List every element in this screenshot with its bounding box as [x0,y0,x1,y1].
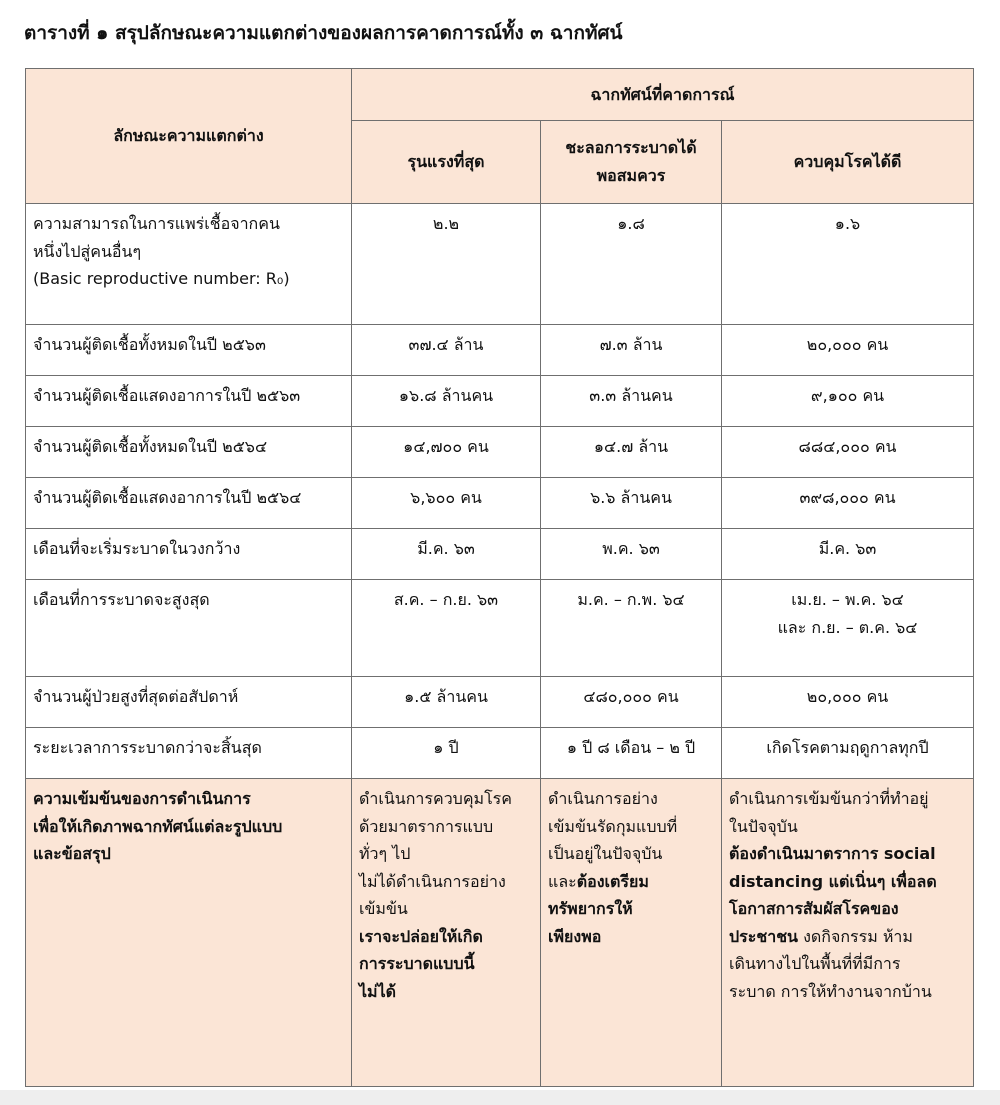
cell-slowed: ๗.๓ ล้าน [541,325,722,376]
cell-controlled: ๑.๖ [722,204,974,325]
row-label-line: (Basic reproductive number: R₀) [33,269,290,289]
cell-slowed: ๖.๖ ล้านคน [541,478,722,529]
cell-text: และ [548,871,577,891]
row-label [26,204,352,325]
cell-controlled: เกิดโรคตามฤดูกาลทุกปี [722,728,974,779]
cell-line: ทั่วๆ ไป [359,844,411,864]
cell-controlled [722,580,974,677]
cell-severe: ๑ ปี [352,728,541,779]
cell-severe: ส.ค. – ก.ย. ๖๓ [352,580,541,677]
cell-line: เม.ย. – พ.ค. ๖๔ [791,590,904,609]
cell-line-bold: ต้องดำเนินมาตราการ social [729,844,936,864]
header-scenario-severe: รุนแรงที่สุด [352,121,541,204]
cell-severe: ๑๔,๗๐๐ คน [352,427,541,478]
cell-line: ด้วยมาตราการแบบ [359,816,494,836]
table-row-conclusion [26,779,974,1087]
table-row [26,204,974,325]
cell-line-bold: distancing แต่เนิ่นๆ เพื่อลด [729,871,937,891]
row-label: เดือนที่จะเริ่มระบาดในวงกว้าง [26,529,352,580]
cell-line: เดินทางไปในพื้นที่ที่มีการ [729,954,901,974]
header-scenarios-group: ฉากทัศน์ที่คาดการณ์ [352,69,974,121]
table-row [26,677,974,728]
table-row [26,529,974,580]
table-row [26,728,974,779]
conclusion-label-line: และข้อสรุป [33,844,111,864]
cell-text-bold: ต้องเตรียม [576,871,649,891]
cell-severe: มี.ค. ๖๓ [352,529,541,580]
table-row [26,580,974,677]
cell-controlled: ๒๐,๐๐๐ คน [722,325,974,376]
cell-controlled: ๒๐,๐๐๐ คน [722,677,974,728]
table-row [26,325,974,376]
cell-line: ดำเนินการอย่าง [548,789,658,808]
conclusion-severe [352,779,541,1087]
cell-controlled: ๙,๑๐๐ คน [722,376,974,427]
conclusion-label-line: ความเข้มข้นของการดำเนินการ [33,789,251,808]
cell-line: ดำเนินการควบคุมโรค [359,789,512,808]
cell-slowed: พ.ค. ๖๓ [541,529,722,580]
row-label-line: หนึ่งไปสู่คนอื่นๆ [33,241,142,261]
row-label: จำนวนผู้ติดเชื้อทั้งหมดในปี ๒๕๖๓ [26,325,352,376]
cell-line-bold: เราจะปล่อยให้เกิด [359,926,483,946]
cell-line-bold: ไม่ได้ [359,981,397,1001]
table-caption: ตารางที่ ๑ สรุปลักษณะความแตกต่างของผลการคาดการณ์ทั้ง ๓ ฉากทัศน์ [24,22,623,44]
row-label: ระยะเวลาการระบาดกว่าจะสิ้นสุด [26,728,352,779]
cell-line: และ ก.ย. – ต.ค. ๖๔ [777,617,918,637]
cell-slowed: ๓.๓ ล้านคน [541,376,722,427]
cell-severe: ๑.๕ ล้านคน [352,677,541,728]
cell-slowed: ๑.๘ [541,204,722,325]
cell-line [729,923,966,951]
row-label: จำนวนผู้ติดเชื้อแสดงอาการในปี ๒๕๖๓ [26,376,352,427]
cell-slowed: ม.ค. – ก.พ. ๖๔ [541,580,722,677]
cell-line: ไม่ได้ดำเนินการอย่าง [359,871,506,891]
cell-text-bold: ประชาชน [729,926,798,946]
cell-severe: ๖,๖๐๐ คน [352,478,541,529]
header-scenario-slowed-line1: ชะลอการระบาดได้ [565,138,697,158]
cell-slowed: ๔๘๐,๐๐๐ คน [541,677,722,728]
header-scenario-slowed [541,121,722,204]
row-label: จำนวนผู้ติดเชื้อแสดงอาการในปี ๒๕๖๔ [26,478,352,529]
conclusion-label [26,779,352,1087]
row-label: จำนวนผู้ติดเชื้อทั้งหมดในปี ๒๕๖๔ [26,427,352,478]
row-label-line: ความสามารถในการแพร่เชื้อจากคน [33,214,280,233]
cell-line: ระบาด การให้ทำงานจากบ้าน [729,981,932,1001]
cell-text: งดกิจกรรม ห้าม [797,926,913,946]
cell-line: เข้มข้น [359,899,408,919]
cell-line-bold: เพียงพอ [548,926,602,946]
cell-severe: ๒.๒ [352,204,541,325]
cell-line: เข้มข้นรัดกุมแบบที่ [548,816,678,836]
cell-line-bold: การระบาดแบบนี้ [359,954,475,974]
cell-line: ดำเนินการเข้มข้นกว่าที่ทำอยู่ [729,789,929,808]
header-scenario-slowed-line2: พอสมควร [596,166,666,185]
cell-severe: ๑๖.๘ ล้านคน [352,376,541,427]
cell-controlled: มี.ค. ๖๓ [722,529,974,580]
table-row [26,376,974,427]
cell-line: ในปัจจุบัน [729,816,798,836]
row-label: เดือนที่การระบาดจะสูงสุด [26,580,352,677]
table-row [26,478,974,529]
cell-line-bold: โอกาสการสัมผัสโรคของ [729,899,899,919]
row-label: จำนวนผู้ป่วยสูงที่สุดต่อสัปดาห์ [26,677,352,728]
header-characteristics: ลักษณะความแตกต่าง [26,69,352,204]
cell-slowed: ๑ ปี ๘ เดือน – ๒ ปี [541,728,722,779]
header-scenario-controlled: ควบคุมโรคได้ดี [722,121,974,204]
table-row [26,427,974,478]
cell-line-bold: ทรัพยากรให้ [548,899,633,919]
cell-slowed: ๑๔.๗ ล้าน [541,427,722,478]
conclusion-slowed [541,779,722,1087]
cell-line: เป็นอยู่ในปัจจุบัน [548,844,663,864]
conclusion-controlled [722,779,974,1087]
scenario-comparison-table [25,68,974,1087]
cell-controlled: ๓๙๘,๐๐๐ คน [722,478,974,529]
cell-line [548,868,714,896]
conclusion-label-line: เพื่อให้เกิดภาพฉากทัศน์แต่ละรูปแบบ [33,816,283,836]
page-bottom-edge [0,1090,1000,1105]
cell-controlled: ๘๘๔,๐๐๐ คน [722,427,974,478]
cell-severe: ๓๗.๔ ล้าน [352,325,541,376]
